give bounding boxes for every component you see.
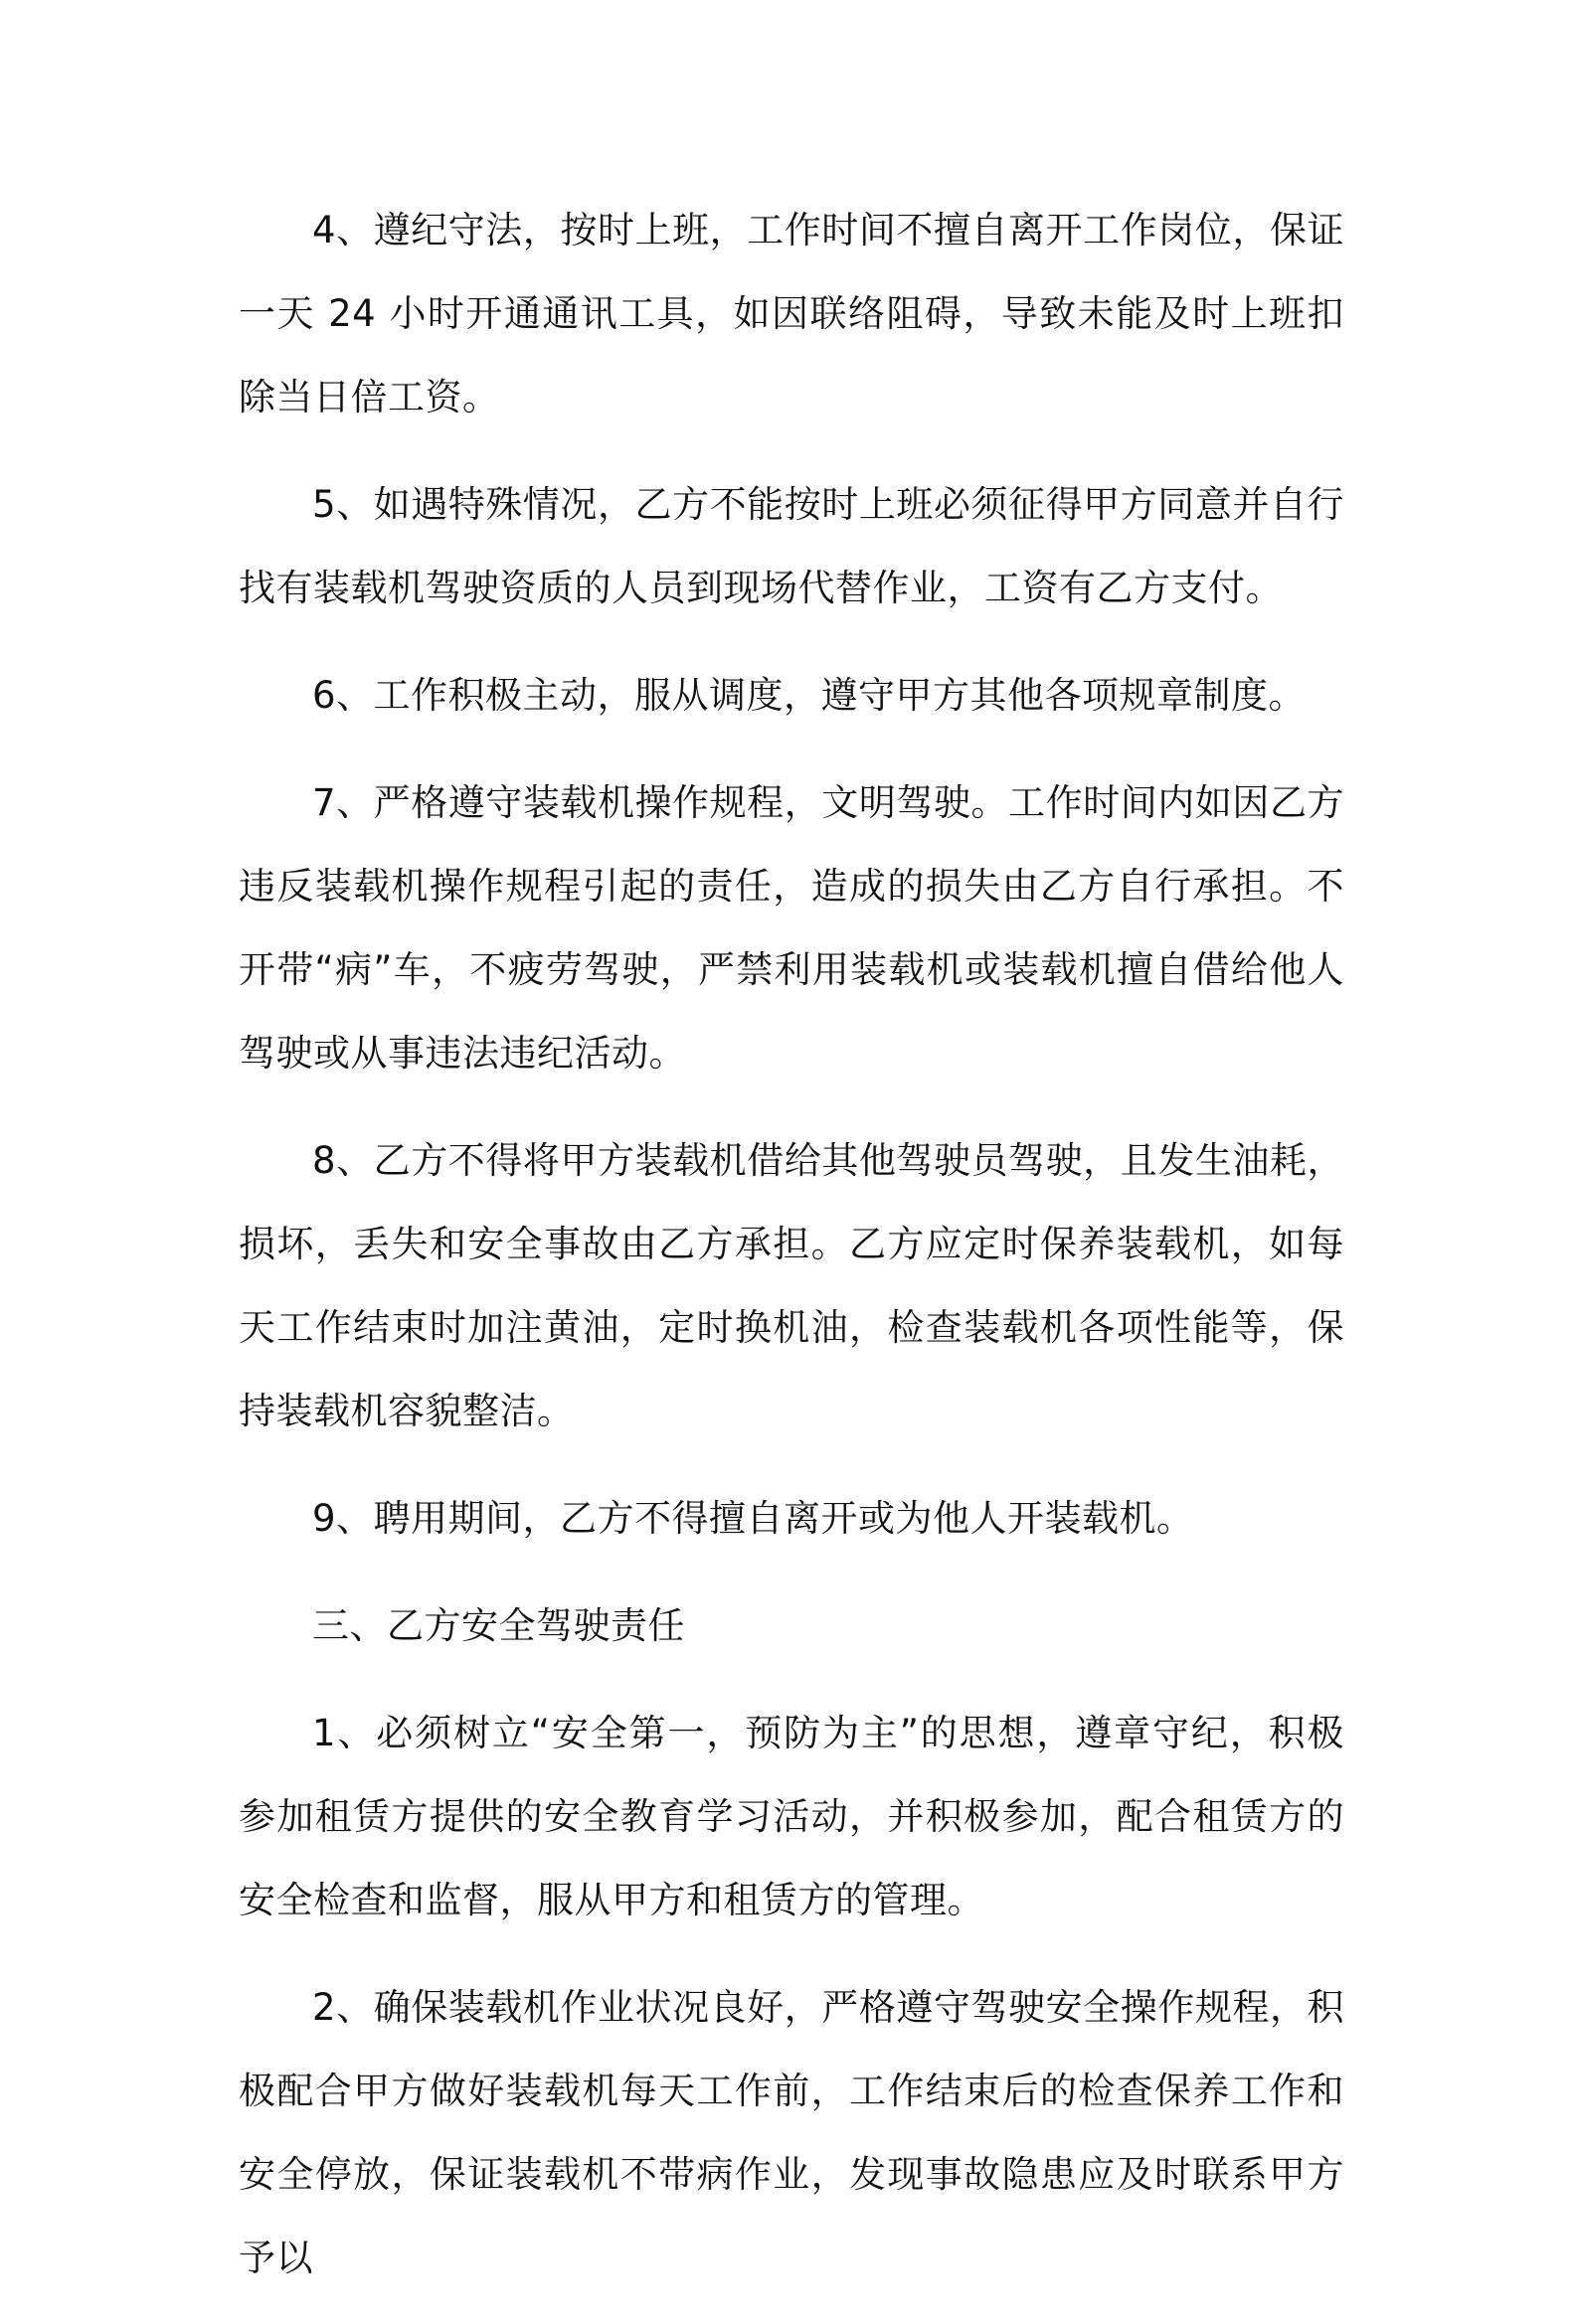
paragraph-safety-1: 1、必须树立“安全第一，预防为主”的思想，遵章守纪，积极参加租赁方提供的安全教育学习活动，并积极参加，配合租赁方的安全检查和监督，服从甲方和租赁方的管理。 [239,1712,1344,1921]
paragraph-rule-4: 4、遵纪守法，按时上班，工作时间不擅自离开工作岗位，保证一天 24 小时开通通讯工具，如因联络阻碍，导致未能及时上班扣除当日倍工资。 [239,209,1344,418]
section-heading-safe-driving: 三、乙方安全驾驶责任 [312,1604,685,1647]
document-body [239,189,1344,2324]
paragraph-rule-7: 7、严格遵守装载机操作规程，文明驾驶。工作时间内如因乙方违反装载机操作规程引起的责任，造成的损失由乙方自行承担。不开带“病”车，不疲劳驾驶，严禁利用装载机或装载机擅自借给他人驾驶或从事违法违纪活动。 [239,781,1344,1075]
paragraph-rule-5: 5、如遇特殊情况，乙方不能按时上班必须征得甲方同意并自行找有装载机驾驶资质的人员到现场代替作业，工资有乙方支付。 [239,483,1344,609]
paragraph-rule-8: 8、乙方不得将甲方装载机借给其他驾驶员驾驶，且发生油耗，损坏，丢失和安全事故由乙方承担。乙方应定时保养装载机，如每天工作结束时加注黄油，定时换机油，检查装载机各项性能等，保持装载机容貌整洁。 [239,1139,1344,1432]
paragraph-rule-6: 6、工作积极主动，服从调度，遵守甲方其他各项规章制度。 [312,674,1307,717]
paragraph-safety-2: 2、确保装载机作业状况良好，严格遵守驾驶安全操作规程，积极配合甲方做好装载机每天工作前，工作结束后的检查保养工作和安全停放，保证装载机不带病作业，发现事故隐患应及时联系甲方予以 [239,1986,1344,2279]
paragraph-rule-9: 9、聘用期间，乙方不得擅自离开或为他人开装载机。 [312,1497,1194,1540]
